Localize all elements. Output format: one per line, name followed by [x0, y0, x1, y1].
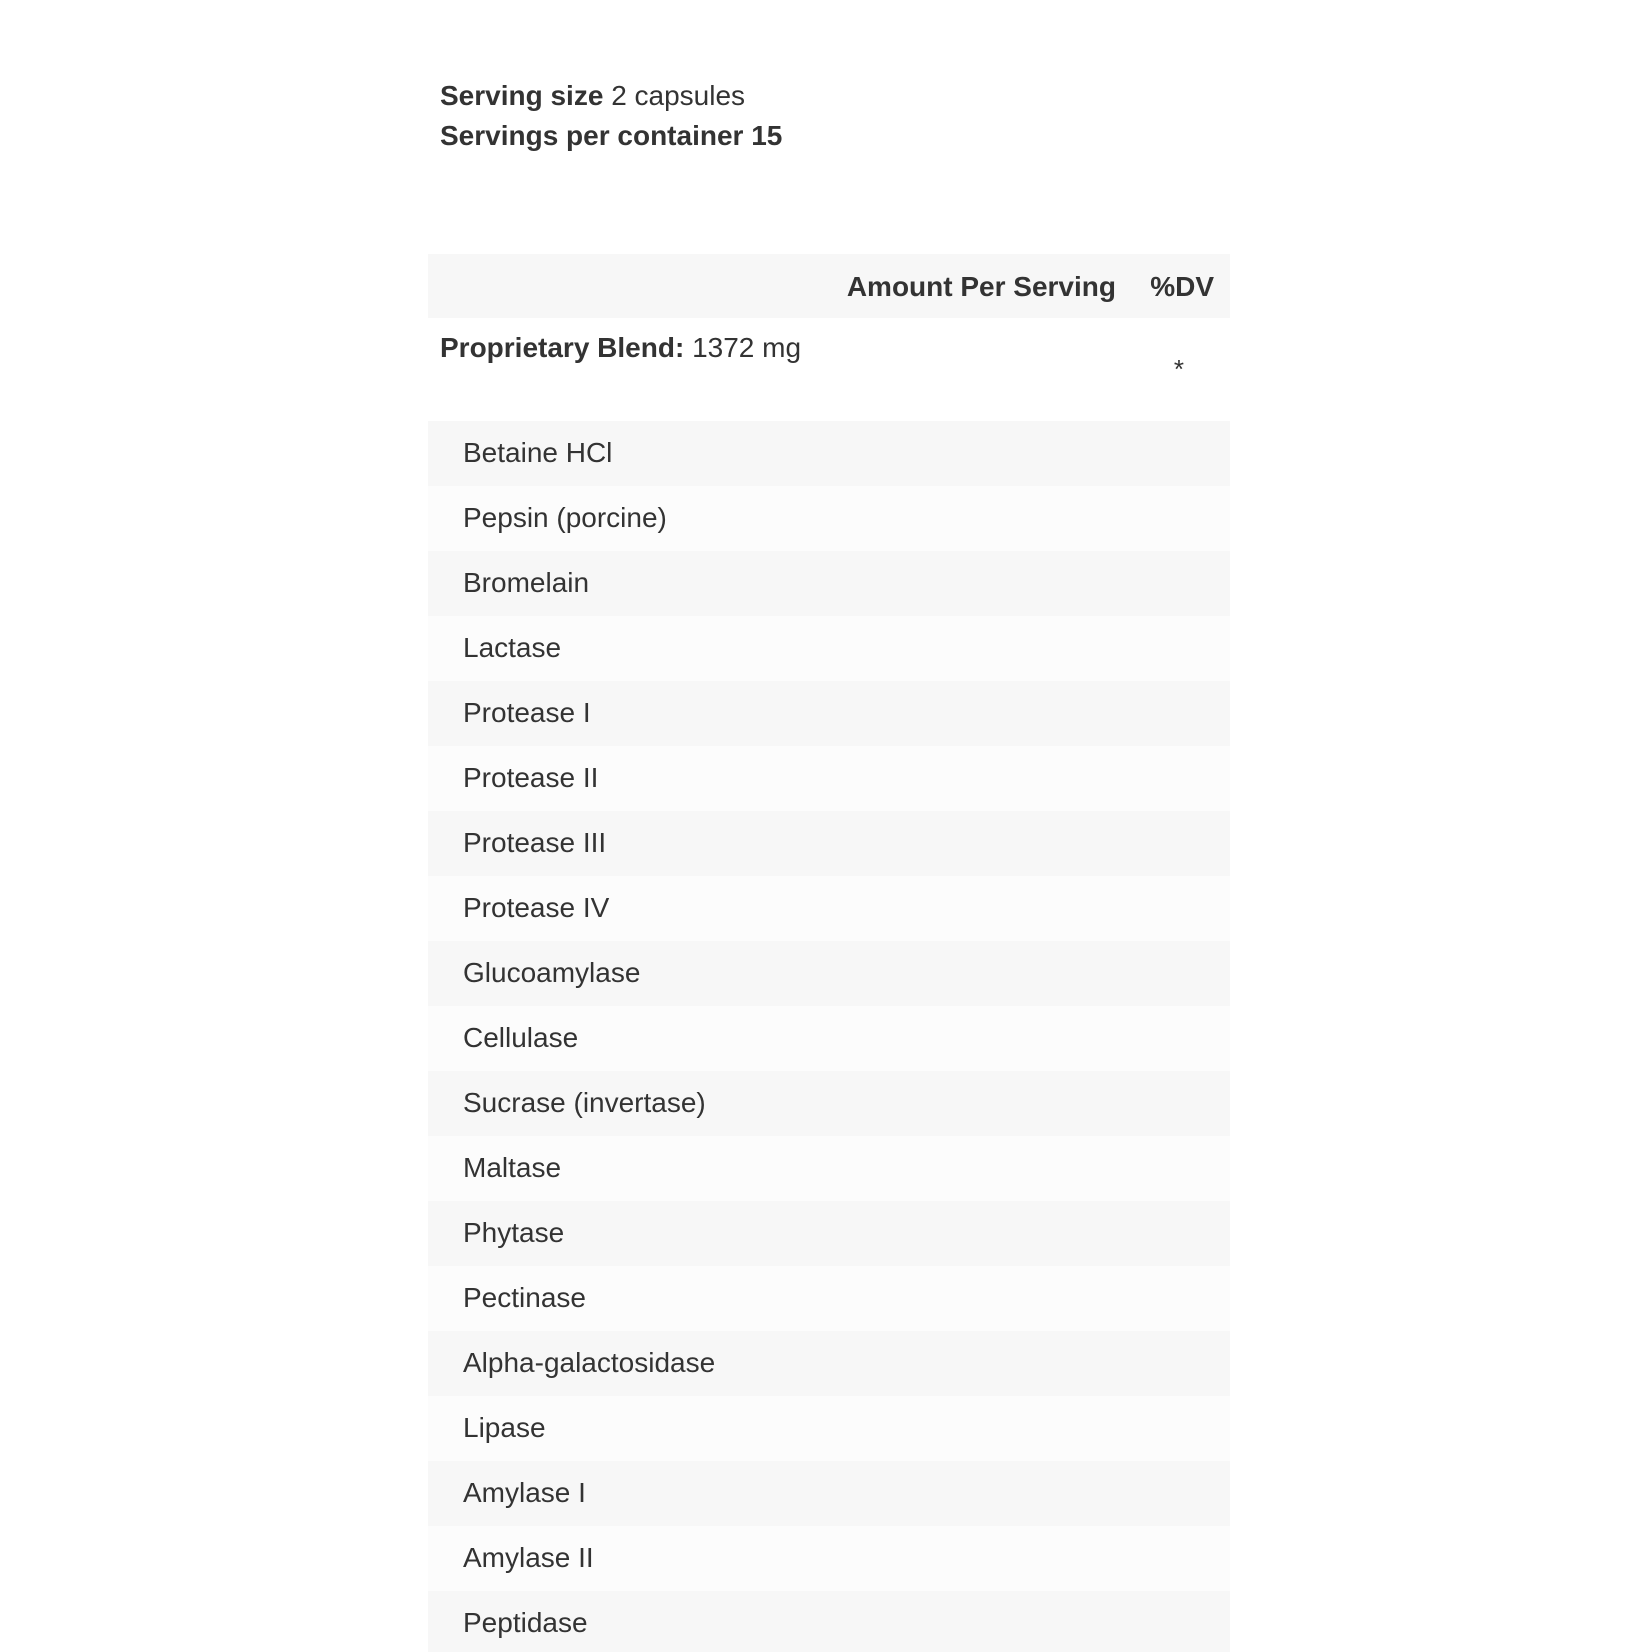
amount-per-serving-header: Amount Per Serving: [846, 271, 1116, 302]
ingredient-name: Lipase: [463, 1412, 546, 1443]
ingredient-row: [428, 1591, 1230, 1652]
ingredient-name: Lactase: [463, 632, 562, 663]
ingredient-name: Protease II: [463, 762, 599, 793]
servings-per-container-label: Servings per container: [440, 120, 744, 151]
ingredient-row: [428, 681, 1230, 746]
proprietary-blend-amount: 1372 mg: [692, 332, 802, 363]
ingredient-name: Amylase II: [463, 1542, 594, 1573]
ingredient-row: [428, 1266, 1230, 1331]
ingredient-row: [428, 551, 1230, 616]
servings-per-container: [440, 116, 782, 156]
ingredient-name: Protease III: [463, 827, 607, 858]
ingredient-name: Pectinase: [463, 1282, 586, 1313]
serving-info: [440, 76, 782, 156]
proprietary-blend-dv: *: [1173, 354, 1184, 384]
ingredient-name: Phytase: [463, 1217, 565, 1248]
ingredient-name: Bromelain: [463, 567, 590, 598]
table-header: [428, 254, 1230, 318]
ingredient-list: [428, 421, 1230, 1652]
ingredient-row: [428, 1331, 1230, 1396]
ingredient-name: Amylase I: [463, 1477, 586, 1508]
serving-size-label: Serving size: [440, 80, 604, 111]
servings-per-container-value: 15: [751, 120, 783, 151]
proprietary-blend: [440, 332, 801, 364]
ingredient-row: [428, 486, 1230, 551]
ingredient-row: [428, 941, 1230, 1006]
ingredient-name: Maltase: [463, 1152, 562, 1183]
ingredient-row: [428, 811, 1230, 876]
ingredient-name: Peptidase: [463, 1607, 588, 1638]
ingredient-name: Glucoamylase: [463, 957, 641, 988]
ingredient-name: Betaine HCl: [463, 437, 613, 468]
serving-size-value: 2 capsules: [611, 80, 746, 111]
ingredient-row: [428, 616, 1230, 681]
proprietary-blend-label: Proprietary Blend:: [440, 332, 685, 363]
serving-size: [440, 76, 782, 116]
supplement-facts-table: [428, 254, 1230, 1652]
ingredient-name: Pepsin (porcine): [463, 502, 667, 533]
ingredient-row: [428, 1201, 1230, 1266]
ingredient-row: [428, 746, 1230, 811]
ingredient-name: Sucrase (invertase): [463, 1087, 706, 1118]
ingredient-row: [428, 1396, 1230, 1461]
ingredient-row: [428, 876, 1230, 941]
ingredient-row: [428, 421, 1230, 486]
ingredient-row: [428, 1071, 1230, 1136]
ingredient-row: [428, 1136, 1230, 1201]
ingredient-row: [428, 1461, 1230, 1526]
ingredient-name: Alpha-galactosidase: [463, 1347, 716, 1378]
ingredient-row: [428, 1006, 1230, 1071]
ingredient-name: Protease IV: [463, 892, 610, 923]
ingredient-name: Protease I: [463, 697, 591, 728]
daily-value-header: %DV: [1150, 271, 1214, 302]
ingredient-name: Cellulase: [463, 1022, 579, 1053]
ingredient-row: [428, 1526, 1230, 1591]
proprietary-blend-row: [428, 318, 1230, 421]
